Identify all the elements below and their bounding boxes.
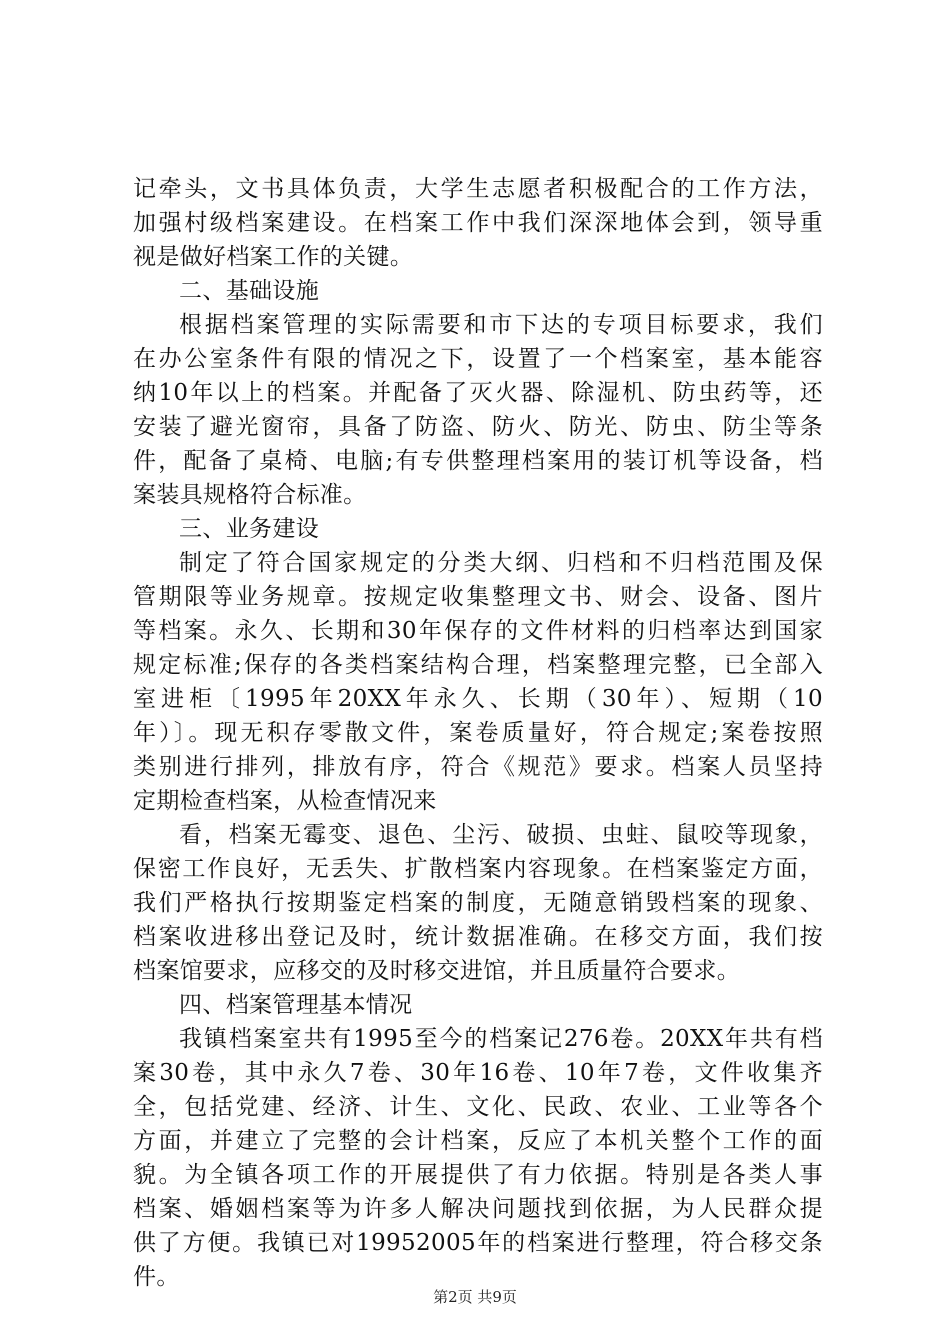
text-line: 我镇档案室共有1995至今的档案记276卷。20XX年共有档: [179, 1026, 823, 1052]
page-footer: 第2页 共9页: [433, 1288, 517, 1306]
text-line: 我们严格执行按期鉴定档案的制度，无随意销毁档案的现象、: [133, 890, 823, 916]
text-line: 方面，并建立了完整的会计档案，反应了本机关整个工作的面: [133, 1128, 823, 1154]
text-line: 案30卷，其中永久7卷、30年16卷、10年7卷，文件收集齐: [133, 1060, 823, 1086]
text-line: 全，包括党建、经济、计生、文化、民政、农业、工业等各个: [133, 1094, 823, 1120]
text-line: 档案、婚姻档案等为许多人解决问题找到依据，为人民群众提: [133, 1196, 823, 1222]
text-line: 安装了避光窗帘，具备了防盗、防火、防光、防虫、防尘等条: [133, 414, 823, 440]
text-line: 类别进行排列，排放有序，符合《规范》要求。档案人员坚持: [133, 754, 823, 780]
text-line: 规定标准;保存的各类档案结构合理，档案整理完整，已全部入: [133, 652, 823, 678]
text-line: 件，配备了桌椅、电脑;有专供整理档案用的装订机等设备，档: [133, 448, 823, 474]
text-line: 纳10年以上的档案。并配备了灭火器、除湿机、防虫药等，还: [133, 380, 823, 406]
text-line: 室进柜〔1995年20XX年永久、长期（30年）、短期（10: [133, 686, 823, 712]
document-body: [133, 172, 823, 1294]
text-line: 年）〕。现无积存零散文件，案卷质量好，符合规定;案卷按照: [133, 720, 823, 746]
text-line: 保密工作良好，无丢失、扩散档案内容现象。在档案鉴定方面，: [133, 856, 823, 882]
text-line: 貌。为全镇各项工作的开展提供了有力依据。特别是各类人事: [133, 1162, 823, 1188]
text-line: 档案收进移出登记及时，统计数据准确。在移交方面，我们按: [133, 924, 823, 950]
text-line: 看，档案无霉变、退色、尘污、破损、虫蛀、鼠咬等现象，: [179, 822, 823, 848]
text-line: 根据档案管理的实际需要和市下达的专项目标要求，我们: [179, 312, 823, 338]
text-line: 视是做好档案工作的关键。: [133, 244, 414, 270]
text-line: 等档案。永久、长期和30年保存的文件材料的归档率达到国家: [133, 618, 823, 644]
text-line: 加强村级档案建设。在档案工作中我们深深地体会到，领导重: [133, 210, 823, 236]
text-line: 供了方便。我镇已对19952005年的档案进行整理，符合移交条: [133, 1230, 823, 1256]
text-line: 二、基础设施: [179, 278, 320, 304]
text-line: 三、业务建设: [179, 516, 320, 542]
text-line: 件。: [133, 1264, 180, 1290]
text-line: 四、档案管理基本情况: [179, 992, 413, 1018]
text-line: 档案馆要求，应移交的及时移交进馆，并且质量符合要求。: [133, 958, 741, 984]
text-line: 制定了符合国家规定的分类大纲、归档和不归档范围及保: [179, 550, 823, 576]
text-line: 定期检查档案，从检查情况来: [133, 788, 437, 814]
text-line: 在办公室条件有限的情况之下，设置了一个档案室，基本能容: [133, 346, 823, 372]
text-line: 管期限等业务规章。按规定收集整理文书、财会、设备、图片: [133, 584, 823, 610]
text-line: 记牵头，文书具体负责，大学生志愿者积极配合的工作方法，: [133, 176, 823, 202]
text-line: 案装具规格符合标准。: [133, 482, 367, 508]
